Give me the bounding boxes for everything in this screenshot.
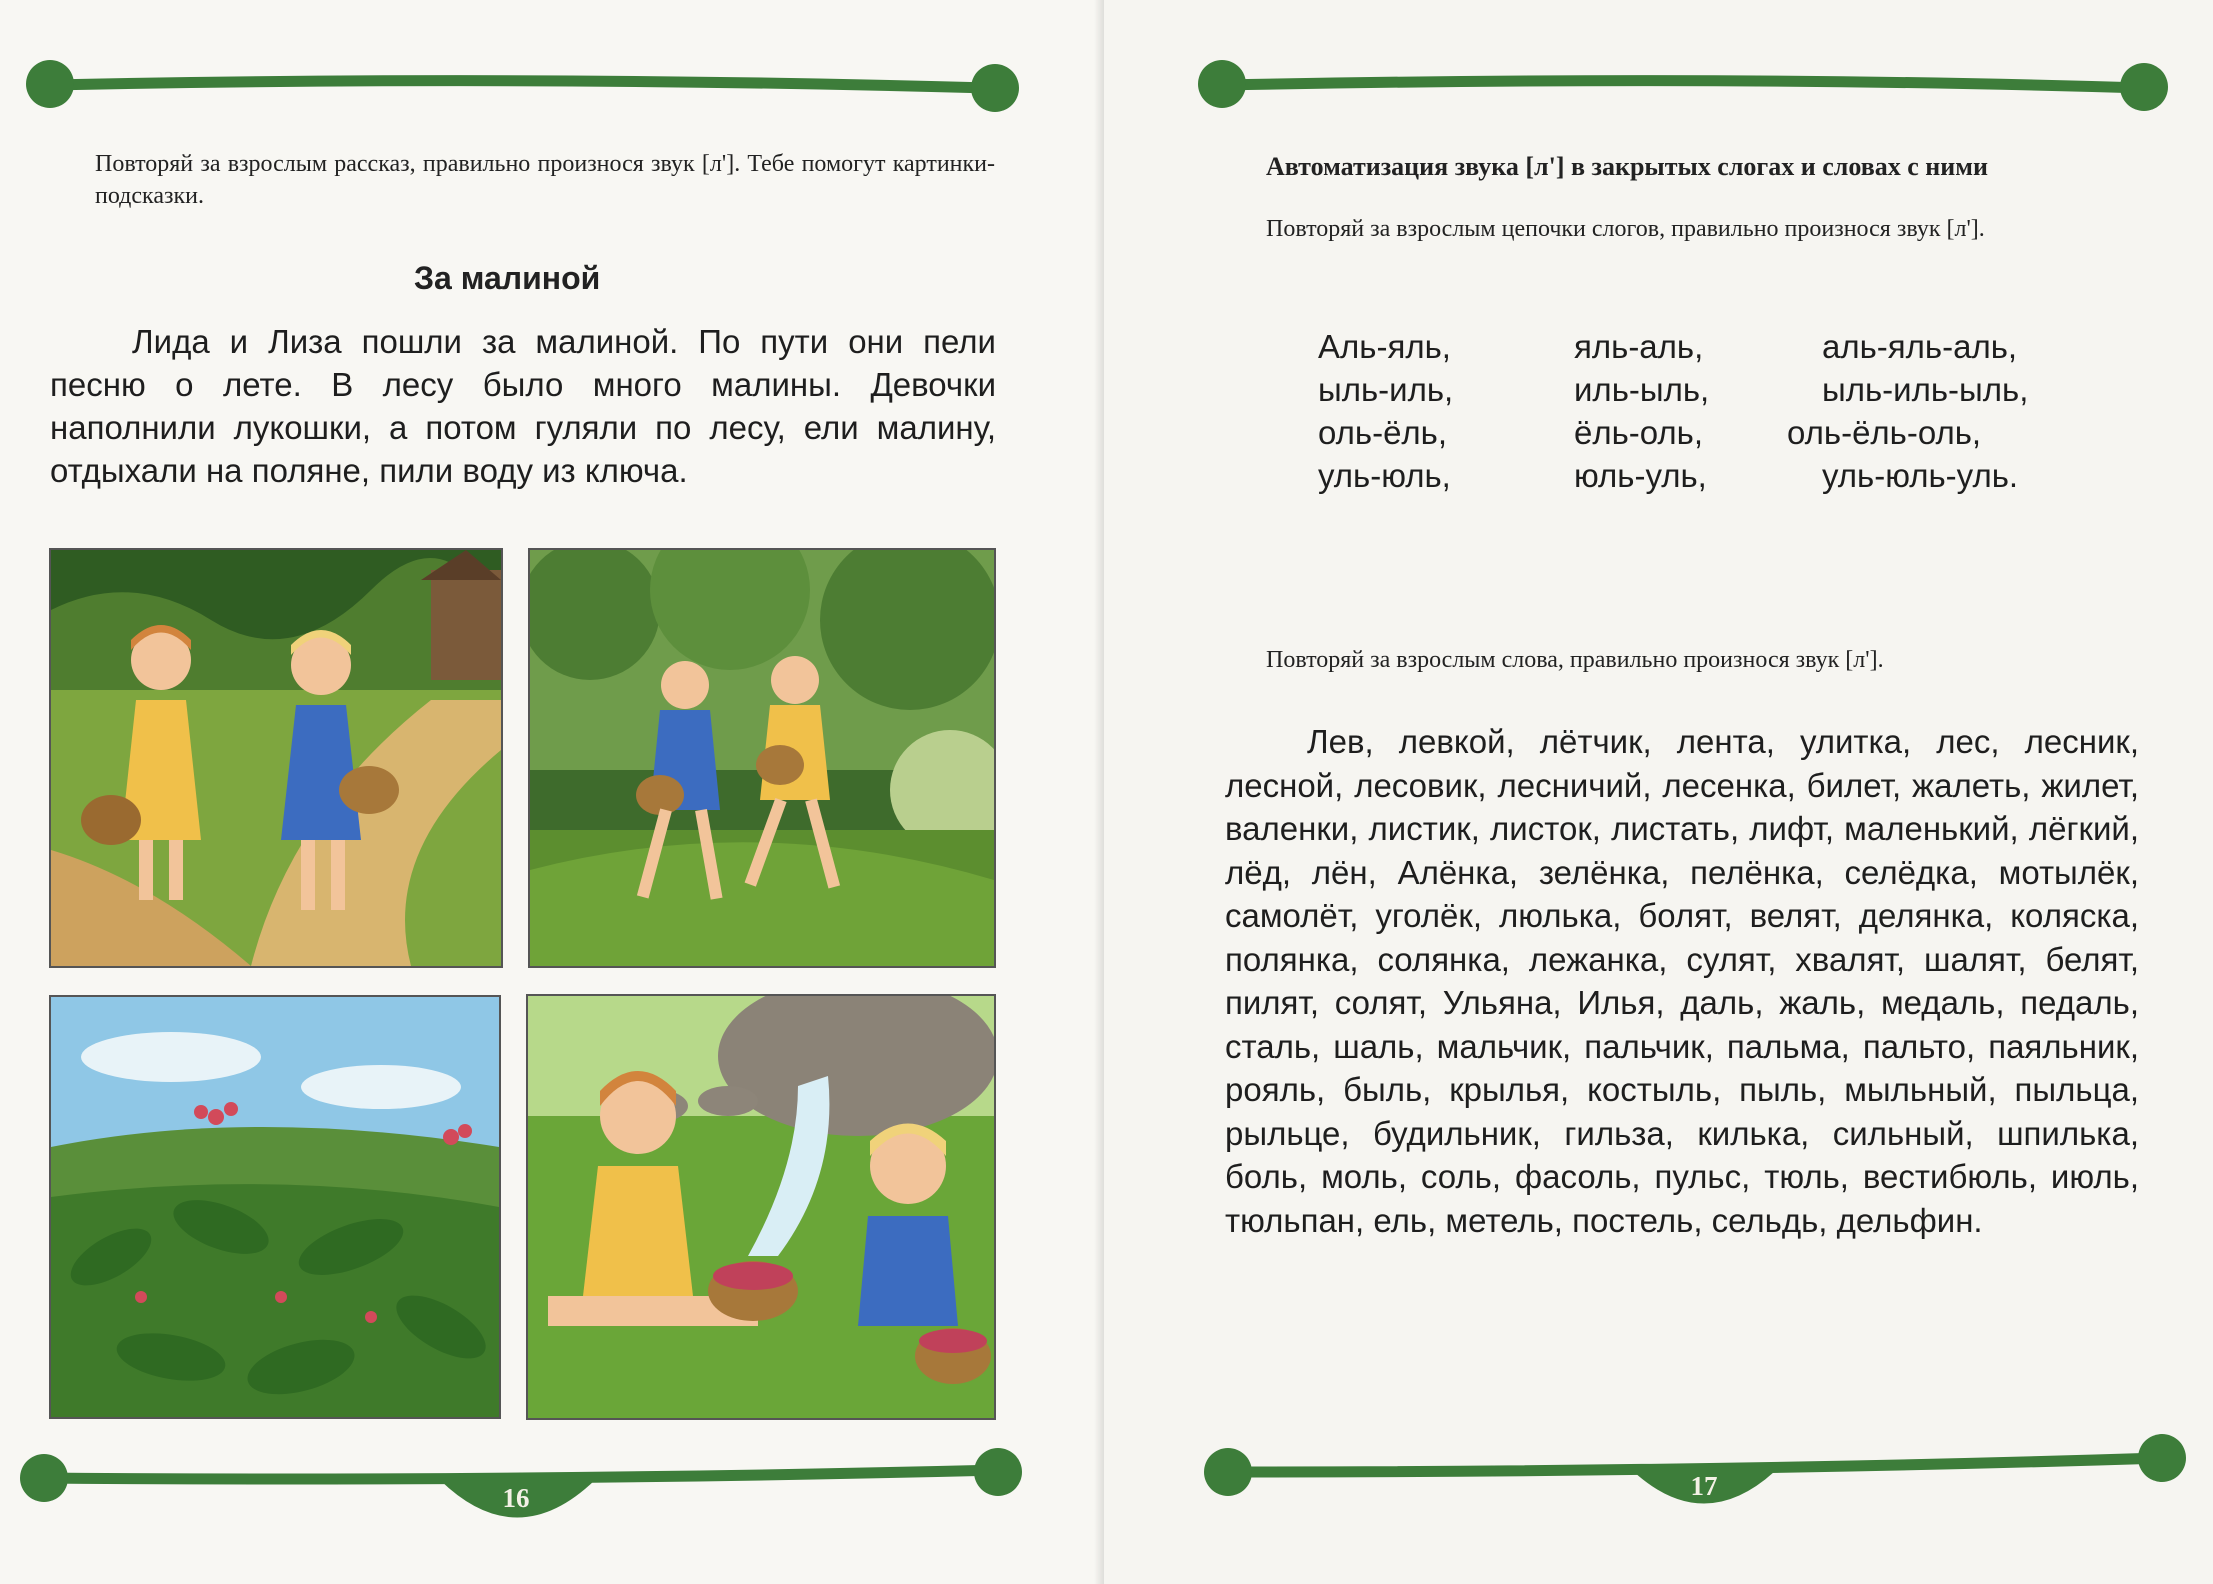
syllable-cell: уль-юль-уль.	[1822, 457, 2019, 494]
story-title: За малиной	[414, 260, 601, 296]
syllable-cell: оль-ёль,	[1318, 414, 1448, 451]
illustration-girls-in-forest	[528, 548, 996, 968]
instruction-text: Повторяй за взрослым рассказ, правильно произнося звук [л']. Тебе помогут картинки-подсказки.	[95, 151, 995, 209]
word-list: Лев, левкой, лётчик, лента, улитка, лес, лесник, лесной, лесовик, лесничий, лесенка, билет, жалеть, жилет, валенки, листик, листок, листать, лифт, маленький, лёгкий, лёд, лён, Алёнка, зелёнка, пелёнка, селёдка, мотылёк, самолёт, уголёк, люлька, болят, велят, делянка, коляска, полянка, солянка, лежанка, сулят, хвалят, шалят, белят, пилят, солят, Ульяна, Илья, даль, жаль, медаль, педаль, сталь, шаль, мальчик, пальчик, пальма, пальто, паяльник, рояль, быль, крылья, костыль, пыль, мыльный, пыльца, рыльце, будильник, гильза, килька, сильный, шпилька, боль, моль, соль, фасоль, пульс, тюль, вестибюль, июль, тюльпан, ель, метель, постель, сельдь, дельфин.	[1225, 723, 2139, 1239]
top-ornament-right	[1104, 40, 2213, 170]
syllable-cell: аль-яль-аль,	[1822, 328, 2018, 365]
syllable-cell: оль-ёль-оль,	[1787, 414, 1982, 451]
syllable-cell: ыль-иль,	[1318, 371, 1454, 408]
syllable-cell: яль-аль,	[1574, 328, 1704, 365]
syllable-cell: ёль-оль,	[1574, 414, 1704, 451]
words-instruction: Повторяй за взрослым слова, правильно произнося звук [л'].	[1266, 647, 1884, 673]
syllable-cell: Аль-яль,	[1318, 328, 1451, 365]
page-number: 16	[502, 1483, 530, 1513]
syllable-cell: юль-уль,	[1574, 457, 1707, 494]
left-page	[0, 0, 1104, 1584]
page-number: 17	[1690, 1471, 1718, 1501]
story-text: Лида и Лиза пошли за малиной. По пути они пели песню о лете. В лесу было много малины. Девочки наполнили лукошки, а потом гуляли по лесу, ели малину, отдыхали на поляне, пили воду из ключа.	[50, 323, 996, 489]
illustration-girls-resting	[526, 994, 996, 1420]
illustration-raspberry-bush	[49, 995, 501, 1419]
syllable-cell: ыль-иль-ыль,	[1822, 371, 2029, 408]
illustration-girls-on-path	[49, 548, 503, 968]
syllable-cell: уль-юль,	[1318, 457, 1451, 494]
syllable-cell: иль-ыль,	[1574, 371, 1710, 408]
section-heading: Автоматизация звука [л'] в закрытых слогах и словах с ними	[1266, 152, 1988, 181]
right-page	[1104, 0, 2213, 1584]
syllables-instruction: Повторяй за взрослым цепочки слогов, правильно произнося звук [л'].	[1266, 216, 1985, 242]
